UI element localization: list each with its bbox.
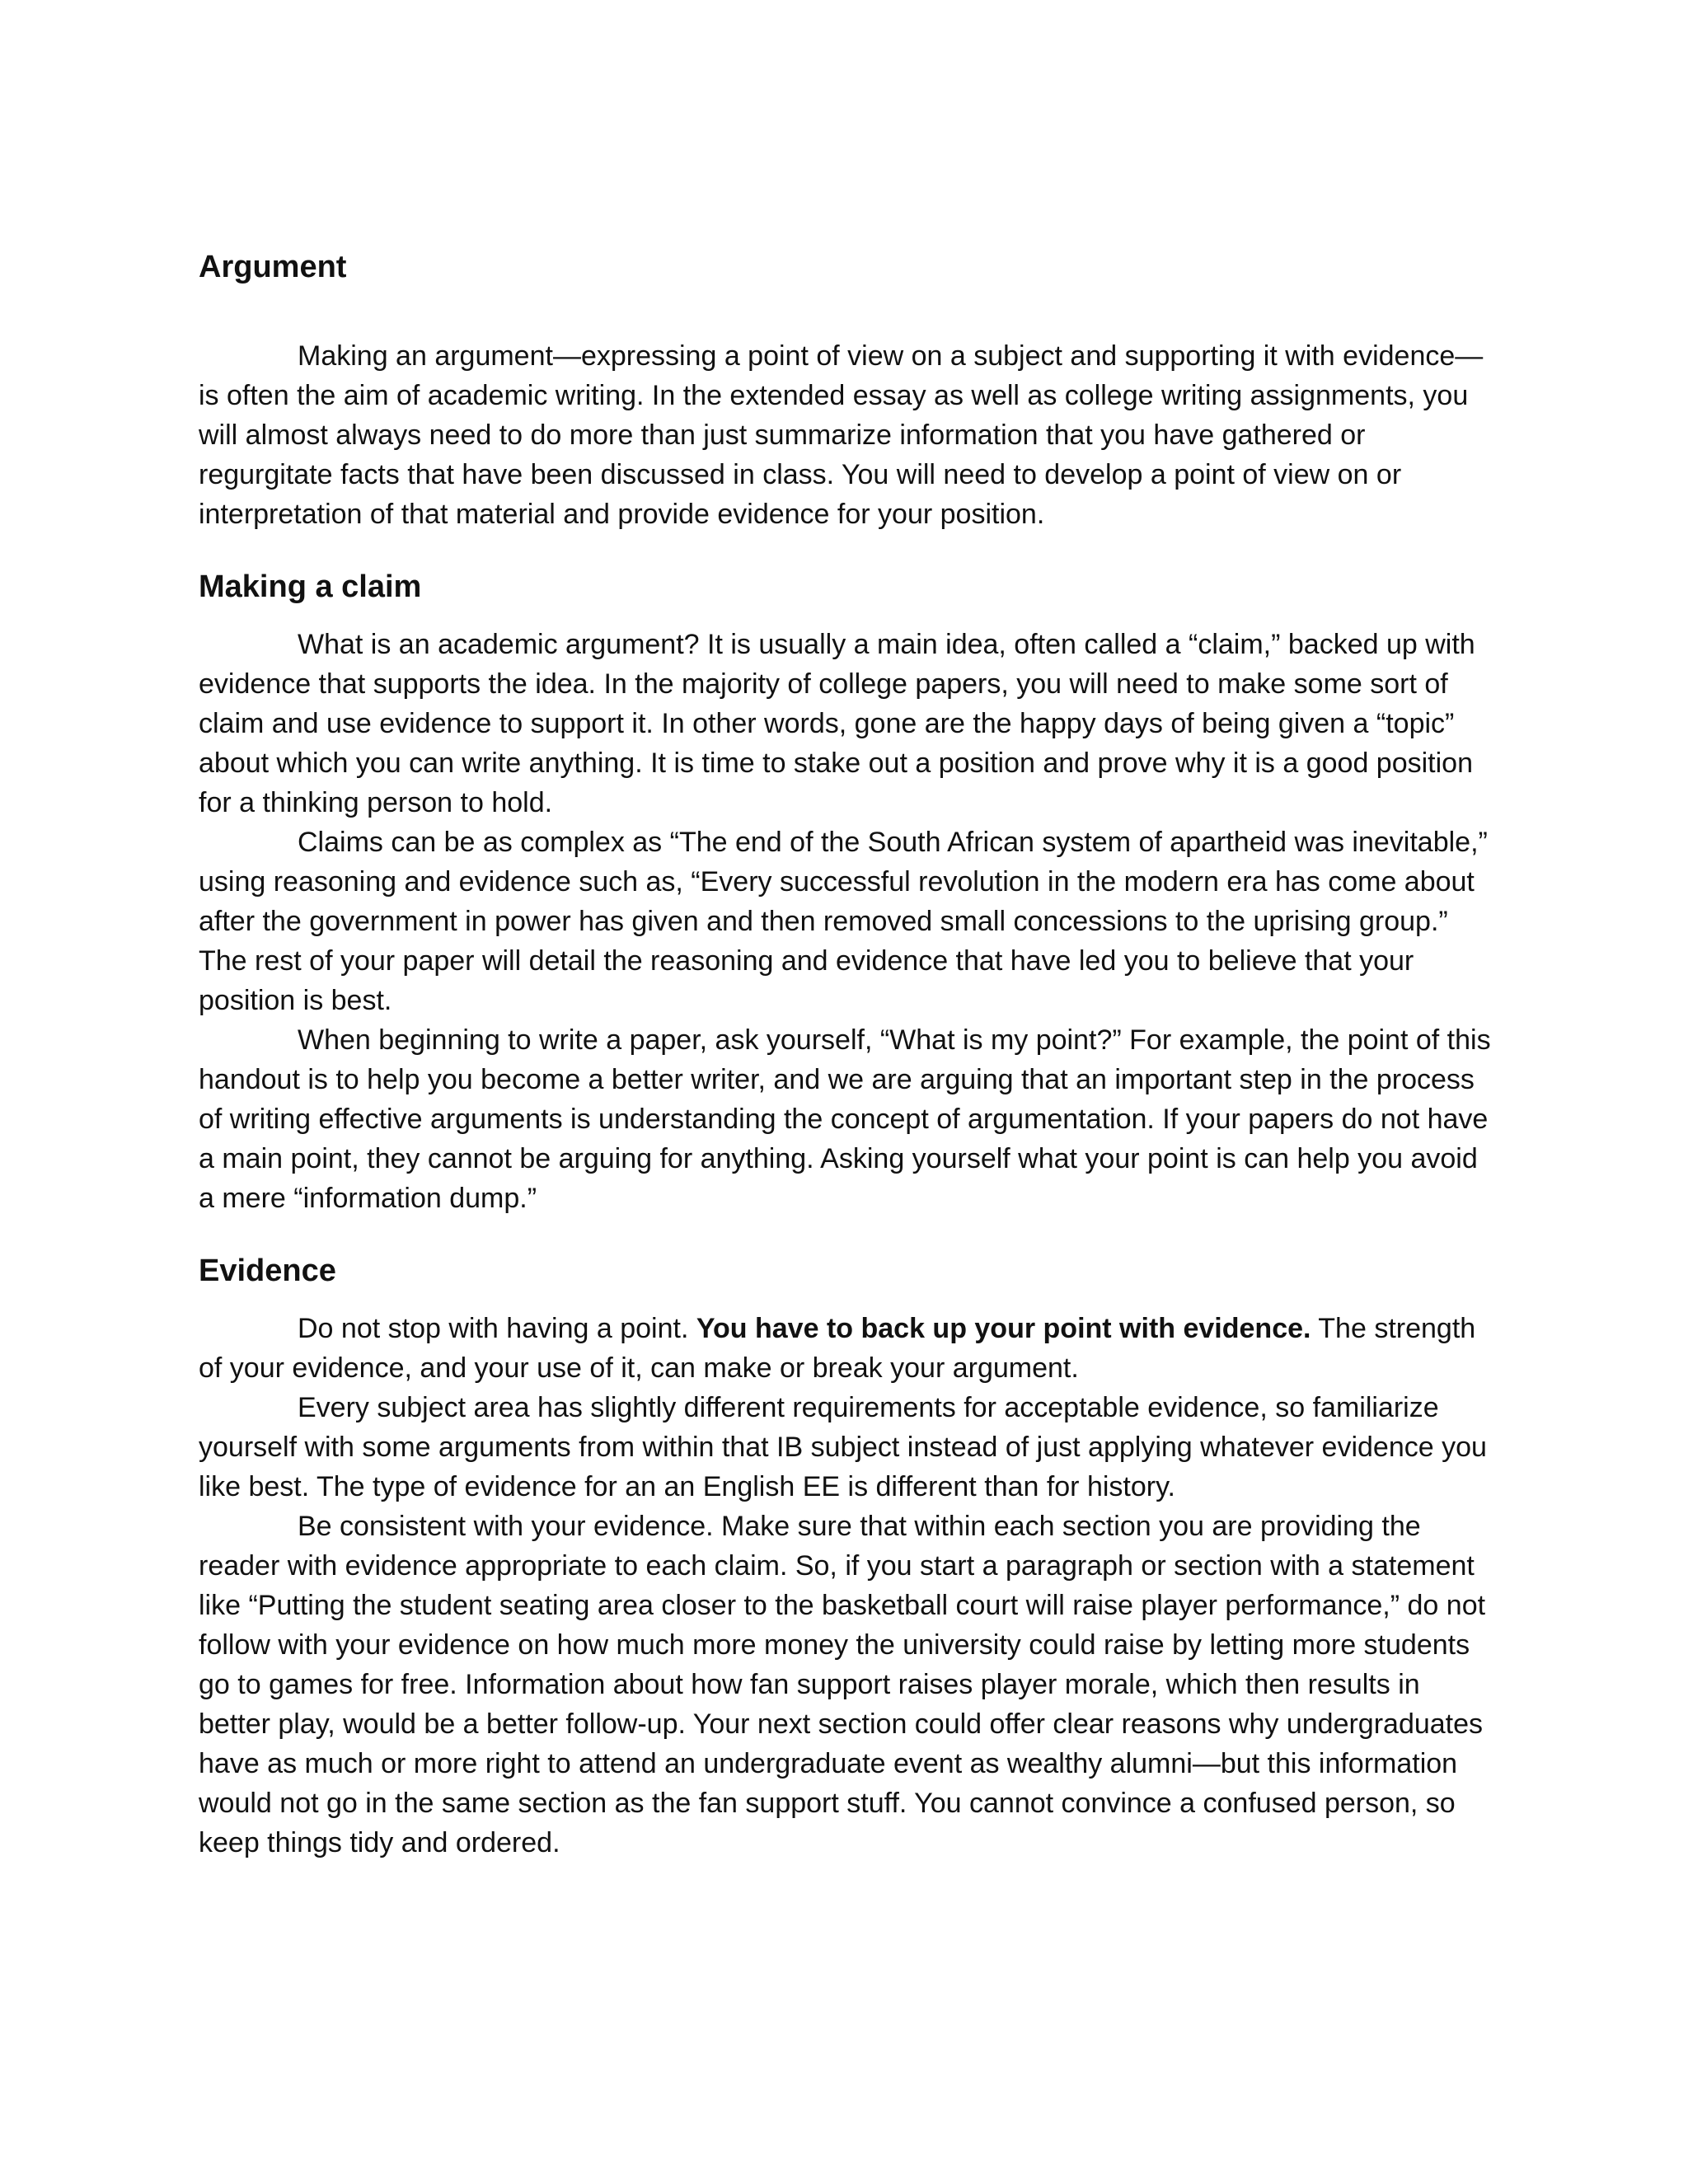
paragraph-claim-1: What is an academic argument? It is usually a main idea, often called a “claim,” backed up with evidence that supports the idea. In the majority of college papers, you will need to make some sort of claim and use evidence to support it. In other words, gone are the happy days of being given a “topic” about which you can write anything. It is time to stake out a position and prove why it is a good position for a thinking person to hold. <box>199 629 1475 818</box>
paragraph-evidence-1 <box>199 1309 1493 1388</box>
paragraph-argument-1: Making an argument—expressing a point of view on a subject and supporting it with evidence—is often the aim of academic writing. In the extended essay as well as college writing assignments, you will almost always need to do more than just summarize information that you have gathered or regurgitate facts that have been discussed in class. You will need to develop a point of view on or interpretation of that material and provide evidence for your position. <box>199 340 1484 530</box>
evidence-1-bold: You have to back up your point with evidence. <box>696 1313 1311 1344</box>
heading-argument: Argument <box>199 250 347 284</box>
paragraph-evidence-2: Every subject area has slightly different requirements for acceptable evidence, so familiarize yourself with some arguments from within that IB subject instead of just applying whatever evidence you like best. The type of evidence for an an English EE is different than for history. <box>199 1392 1487 1502</box>
paragraph-evidence-3: Be consistent with your evidence. Make sure that within each section you are providing the reader with evidence appropriate to each claim. So, if you start a paragraph or section with a statement like “Putting the student seating area closer to the basketball court will raise player performance,” do not follow with your evidence on how much more money the university could raise by letting more students go to games for free. Information about how fan support raises player morale, which then results in better play, would be a better follow-up. Your next section could offer clear reasons why undergraduates have as much or more right to attend an undergraduate event as wealthy alumni—but this information would not go in the same section as the fan support stuff. You cannot convince a confused person, so keep things tidy and ordered. <box>199 1511 1486 1858</box>
document-page <box>199 247 1493 1863</box>
heading-making-a-claim: Making a claim <box>199 569 422 604</box>
paragraph-claim-2: Claims can be as complex as “The end of the South African system of apartheid was inevitable,” using reasoning and evidence such as, “Every successful revolution in the modern era has come about after the government in power has given and then removed small concessions to the uprising group.” The rest of your paper will detail the reasoning and evidence that have led you to believe that your position is best. <box>199 827 1488 1016</box>
evidence-1-end: The strength of your evidence, and your use of it, can make or break your argument. <box>199 1313 1476 1384</box>
evidence-1-start: Do not stop with having a point. <box>298 1313 696 1344</box>
paragraph-claim-3: When beginning to write a paper, ask yourself, “What is my point?” For example, the point of this handout is to help you become a better writer, and we are arguing that an important step in the process of writing effective arguments is understanding the concept of argumentation. If your papers do not have a main point, they cannot be arguing for anything. Asking yourself what your point is can help you avoid a mere “information dump.” <box>199 1024 1491 1214</box>
heading-evidence: Evidence <box>199 1254 336 1288</box>
